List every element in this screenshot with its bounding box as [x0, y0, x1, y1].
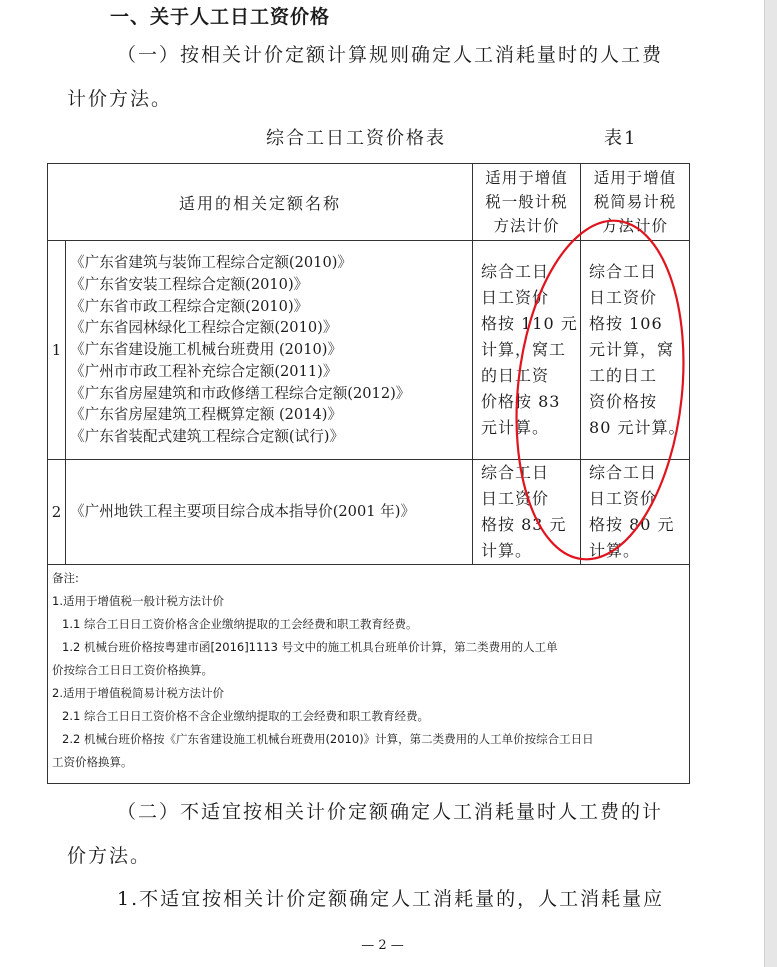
header-line: 税一般计税: [485, 193, 568, 211]
rate-line: 综合工日: [481, 262, 550, 281]
note-line: 工资价格换算。: [52, 755, 133, 769]
quota-item: 《广东省房屋建筑工程概算定额 (2014)》: [70, 406, 343, 424]
note-line: 1.1 综合工日日工资价格含企业缴纳提取的工会经费和职工教育经费。: [62, 617, 418, 631]
rate-line: 日工资价: [481, 288, 550, 307]
note-line: 2.1 综合工日日工资价格不含企业缴纳提取的工会经费和职工教育经费。: [62, 709, 429, 723]
quota-item: 《广州市市政工程补充综合定额(2011)》: [70, 362, 338, 380]
quota-item: 《广东省建设施工机械台班费用 (2010)》: [70, 341, 343, 359]
table-row: [48, 460, 690, 565]
quota-item: 《广东省房屋建筑和市政修缮工程综合定额(2012)》: [70, 384, 411, 402]
rate-line: 综合工日: [481, 463, 550, 482]
table-number: 表1: [604, 128, 638, 149]
scrollbar-strip[interactable]: [764, 0, 777, 967]
rate-line: 计算。: [481, 541, 533, 560]
paragraph-line: （一）按相关计价定额计算规则确定人工消耗量时的人工费: [117, 44, 664, 66]
note-line: 价按综合工日日工资价格换算。: [52, 663, 213, 677]
notes-row: [48, 565, 690, 784]
note-line: 2.适用于增值税简易计税方法计价: [52, 686, 224, 700]
simple-tax-rate: [581, 241, 690, 460]
quota-item: 《广东省建筑与装饰工程综合定额(2010)》: [70, 253, 353, 271]
header-simple-tax: [581, 164, 690, 241]
rate-line: 综合工日: [589, 262, 658, 281]
header-general-tax: [473, 164, 581, 241]
paragraph-line: （二）不适宜按相关计价定额确定人工消耗量时人工费的计: [117, 801, 664, 823]
rate-line: 元计算，窝: [589, 340, 675, 359]
rate-line: 元计算。: [481, 418, 550, 437]
header-quota-name: 适用的相关定额名称: [48, 164, 473, 241]
header-line: 方法计价: [602, 217, 669, 235]
rate-line: 格按 80 元: [589, 515, 675, 534]
paragraph-line: 计价方法。: [67, 88, 173, 110]
table-row: [48, 241, 690, 460]
table-header-row: [48, 164, 690, 241]
rate-line: 格按 106: [589, 314, 663, 333]
quota-list: [66, 460, 473, 565]
rate-line: 价格按 83: [481, 392, 561, 411]
wage-price-table: [47, 163, 690, 784]
row-number: 1: [48, 241, 66, 460]
paragraph-line: 1.不适宜按相关计价定额确定人工消耗量的，人工消耗量应: [117, 888, 665, 910]
rate-line: 格按 83 元: [481, 515, 567, 534]
rate-line: 资价格按: [589, 392, 658, 411]
note-line: 1.适用于增值税一般计税方法计价: [52, 594, 224, 608]
rate-line: 日工资价: [481, 489, 550, 508]
rate-line: 计算，窝工: [481, 340, 567, 359]
note-line: 2.2 机械台班价格按《广东省建设施工机械台班费用(2010)》计算，第二类费用的人工单价按综合工日日: [62, 732, 594, 746]
header-line: 方法计价: [493, 217, 560, 235]
notes-cell: [48, 565, 690, 784]
page-number: — 2 —: [361, 938, 404, 953]
header-line: 税简易计税: [593, 193, 677, 211]
section-heading: 一、关于人工日工资价格: [110, 6, 331, 28]
rate-line: 日工资价: [589, 489, 658, 508]
header-line: 适用于增值: [593, 169, 677, 187]
rate-line: 80 元计算。: [589, 418, 686, 437]
quota-item: 《广东省安装工程综合定额(2010)》: [70, 275, 309, 293]
quota-item: 《广州地铁工程主要项目综合成本指导价(2001 年)》: [70, 503, 416, 521]
note-line: 1.2 机械台班价格按粤建市函[2016]1113 号文中的施工机具台班单价计算，第二类费用的人工单: [62, 640, 558, 654]
quota-item: 《广东省市政工程综合定额(2010)》: [70, 297, 309, 315]
notes-title: 备注:: [52, 571, 79, 585]
quota-list: [66, 241, 473, 460]
quota-item: 《广东省园林绿化工程综合定额(2010)》: [70, 319, 338, 337]
rate-line: 格按 110 元: [481, 314, 578, 333]
header-line: 适用于增值: [485, 169, 568, 187]
general-tax-rate: [473, 460, 581, 565]
rate-line: 综合工日: [589, 463, 658, 482]
row-number: 2: [48, 460, 66, 565]
table-title: 综合工日工资价格表: [266, 128, 446, 149]
quota-item: 《广东省装配式建筑工程综合定额(试行)》: [70, 428, 345, 446]
rate-line: 计算。: [589, 541, 641, 560]
rate-line: 工的日工: [589, 366, 658, 385]
rate-line: 的日工资: [481, 366, 550, 385]
simple-tax-rate: [581, 460, 690, 565]
paragraph-line: 价方法。: [67, 845, 152, 867]
rate-line: 日工资价: [589, 288, 658, 307]
general-tax-rate: [473, 241, 581, 460]
